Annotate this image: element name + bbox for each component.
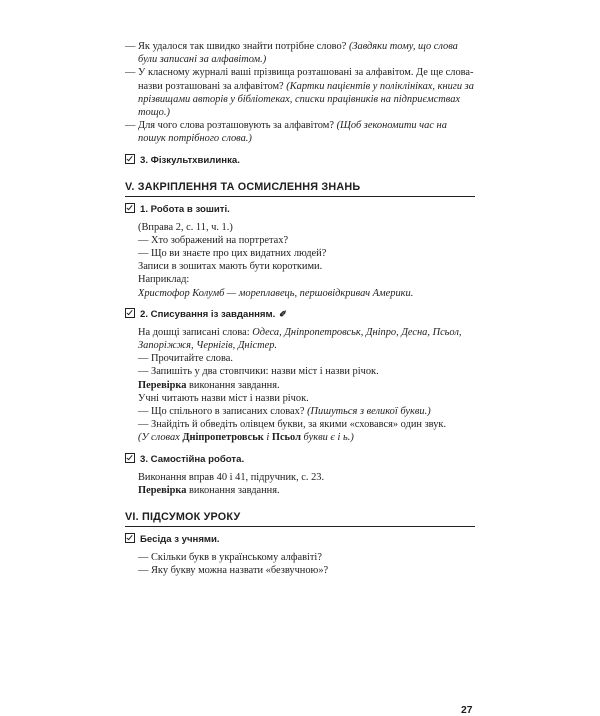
subsection-copying: 2. Списування із завданням. ✐ [125,308,475,321]
question-portraits: — Хто зображений на портретах? [138,234,289,246]
intro-question-1: — Як удалося так швидко знайти потрібне слово? (Завдяки тому, що слова були записані за алфавітом.) [125,41,458,66]
check-line: Перевірка виконання завдання. [138,379,280,391]
checkbox-icon [125,533,135,543]
checkbox-icon [125,203,135,213]
checkbox-icon [125,308,135,318]
question-people: — Що ви знаєте про цих видатних людей? [138,248,327,260]
instruction-write: — Запишіть у два стовпчики: назви міст і назви річок. [138,366,379,378]
common-question: — Що спільного в записаних словах? (Пишуться з великої букви.) [138,406,431,418]
subsection-independent: 3. Самостійна робота. [125,453,475,466]
independent-task: Виконання вправ 40 і 41, підручник, с. 23. [138,471,325,483]
checkbox-icon [125,154,135,164]
section-heading-6: VI. ПІДСУМОК УРОКУ [125,511,475,527]
intro-question-2: — У класному журналі ваші прізвища розташовані за алфавітом. Де ще слова-назви розташовані за алфавітом? (Картки пацієнтів у поліклініках, книги за прізвищами авторів у бібліотеках, списки працівників на підприємствах тощо.) [125,67,474,119]
example-text: Христофор Колумб — мореплавець, першовідкривач Америки. [138,287,414,299]
notebook-note: Записи в зошитах мають бути короткими. [138,261,323,273]
check-line-2: Перевірка виконання завдання. [138,484,280,496]
checkbox-icon [125,453,135,463]
section-heading-5: V. ЗАКРІПЛЕННЯ ТА ОСМИСЛЕННЯ ЗНАНЬ [125,181,475,197]
find-instruction: — Знайдіть й обведіть олівцем букви, за якими «сховався» один звук. [138,419,447,431]
find-answer: (У словах Дніпропетровськ і Псьол букви є і ь.) [138,432,354,444]
subsection-talk: Бесіда з учнями. [125,533,475,546]
textbook-page [125,40,475,577]
talk-question-1: — Скільки букв в українському алфавіті? [138,552,322,564]
pupils-read: Учні читають назви міст і назви річок. [138,392,309,404]
instruction-read: — Прочитайте слова. [138,353,233,365]
talk-question-2: — Яку букву можна назвати «безвучною»? [138,565,329,577]
subsection-notebook: 1. Робота в зошиті. [125,203,475,216]
subsection-fizkult: 3. Фізкультхвилинка. [125,154,475,167]
intro-question-3: — Для чого слова розташовують за алфавітом? (Щоб зекономити час на пошук потрібного слова.) [125,120,447,145]
page-number: 27 [461,705,473,716]
board-words: На дошці записані слова: Одеса, Дніпропетровськ, Дніпро, Десна, Псьол, Запоріжжя, Чернігів, Дністер. [138,326,462,352]
example-label: Наприклад: [138,274,190,286]
pencil-icon: ✐ [279,308,287,319]
exercise-ref: (Вправа 2, с. 11, ч. 1.) [138,221,233,233]
